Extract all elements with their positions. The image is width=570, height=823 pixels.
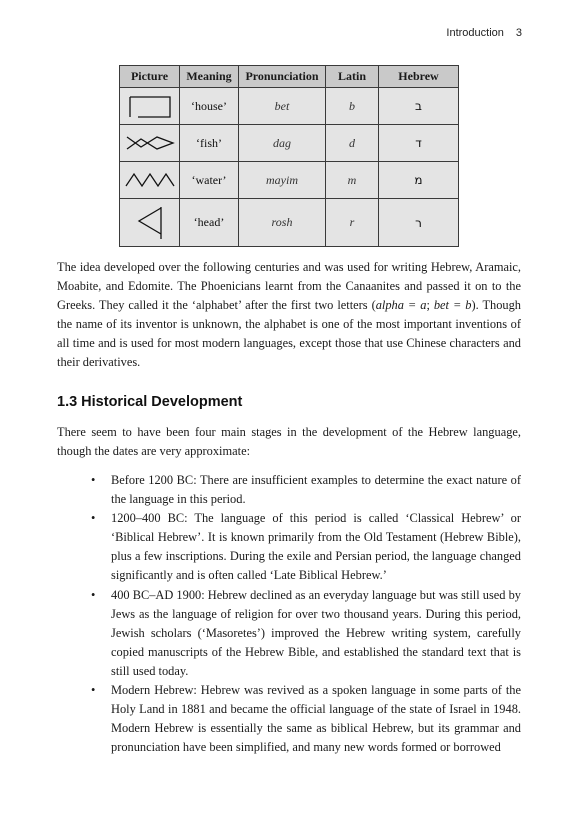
head-icon (125, 203, 175, 243)
picture-cell (120, 162, 180, 199)
picture-cell (120, 125, 180, 162)
bullet: • (91, 473, 96, 487)
table-row (120, 125, 459, 162)
column-header-picture: Picture (120, 66, 180, 88)
table-row (120, 162, 459, 199)
alpha-example: alpha = a (375, 298, 427, 313)
example-separator: ; (426, 298, 434, 313)
stages-list (93, 471, 521, 757)
pronunciation-cell: bet (239, 88, 326, 125)
list-item (93, 509, 521, 585)
table-row (120, 199, 459, 247)
column-header-hebrew: Hebrew (379, 66, 459, 88)
latin-cell: b (326, 88, 379, 125)
list-item-text: 400 BC–AD 1900: Hebrew declined as an everyday language but was still used by Jews as the language of religion for over two thousand years. During this period, Jewish scholars (‘Masoretes’) improved the Hebrew writing system, carefully copied manuscripts of the Hebrew Bible, and established the standard text that is still used today. (111, 587, 521, 678)
meaning-cell: ‘fish’ (180, 125, 239, 162)
alphabet-history-paragraph (57, 258, 521, 373)
meaning-cell: ‘water’ (180, 162, 239, 199)
house-icon (125, 91, 175, 121)
fish-icon (123, 128, 177, 158)
latin-cell: d (326, 125, 379, 162)
pronunciation-cell: rosh (239, 199, 326, 247)
list-item (93, 471, 521, 509)
list-item-text: Modern Hebrew: Hebrew was revived as a spoken language in some parts of the Holy Land in 1881 and became the official language of the state of Israel in 1948. Modern Hebrew is essentially the same as biblical Hebrew, but its grammar and pronunciation have been simplified, and many new words formed or borrowed (111, 683, 521, 755)
water-icon (123, 165, 177, 195)
hebrew-letter-cell: ב (379, 88, 459, 125)
hebrew-letter-cell: ר (379, 199, 459, 247)
paragraph-text: The idea developed over the following centuries and was used for writing Hebrew, Aramaic, Moabite, and Edomite. The Phoenicians learnt from the Canaanites and passed it on to the Greeks. They called it the ‘alphabet’ after the first two letters ( (57, 260, 521, 313)
bet-example: bet = b (433, 298, 472, 313)
bullet: • (91, 683, 96, 698)
hebrew-letter-cell: מ (379, 162, 459, 199)
table-row (120, 88, 459, 125)
list-item-text: 1200–400 BC: The language of this period is called ‘Classical Hebrew’ or ‘Biblical Hebrew’. It is known primarily from the Old Testament (Hebrew Bible), plus a few inscriptions. During the exile and Persian period, the language changed significantly and is often called ‘Late Biblical Hebrew.’ (111, 511, 521, 583)
list-item (93, 681, 521, 757)
page-number: 3 (515, 27, 522, 39)
column-header-meaning: Meaning (180, 66, 239, 88)
paragraph-text: ). Though the name of its inventor is unknown, the alphabet is one of the most important inventions of all time and is used for most modern languages, except those that use Chinese characters and their derivatives. (57, 298, 521, 370)
meaning-cell: ‘head’ (180, 199, 239, 247)
column-header-latin: Latin (326, 66, 379, 88)
meaning-cell: ‘house’ (180, 88, 239, 125)
list-item (93, 586, 521, 681)
pronunciation-cell: dag (239, 125, 326, 162)
hebrew-letter-cell: ד (379, 125, 459, 162)
alphabet-origin-table (119, 65, 459, 247)
pronunciation-cell: mayim (239, 162, 326, 199)
latin-cell: m (326, 162, 379, 199)
table-header-row (120, 66, 459, 88)
picture-cell (120, 199, 180, 247)
section-heading: 1.3 Historical Development (57, 394, 243, 410)
column-header-pronunciation: Pronunciation (239, 66, 326, 88)
bullet: • (91, 587, 96, 602)
running-header-section: Introduction (446, 27, 504, 39)
bullet: • (91, 511, 96, 526)
picture-cell (120, 88, 180, 125)
latin-cell: r (326, 199, 379, 247)
running-header (446, 27, 522, 39)
stages-intro-paragraph: There seem to have been four main stages in the development of the Hebrew language, though the dates are very approximate: (57, 425, 521, 459)
list-item-text: Before 1200 BC: There are insufficient examples to determine the exact nature of the language in this period. (111, 473, 521, 507)
